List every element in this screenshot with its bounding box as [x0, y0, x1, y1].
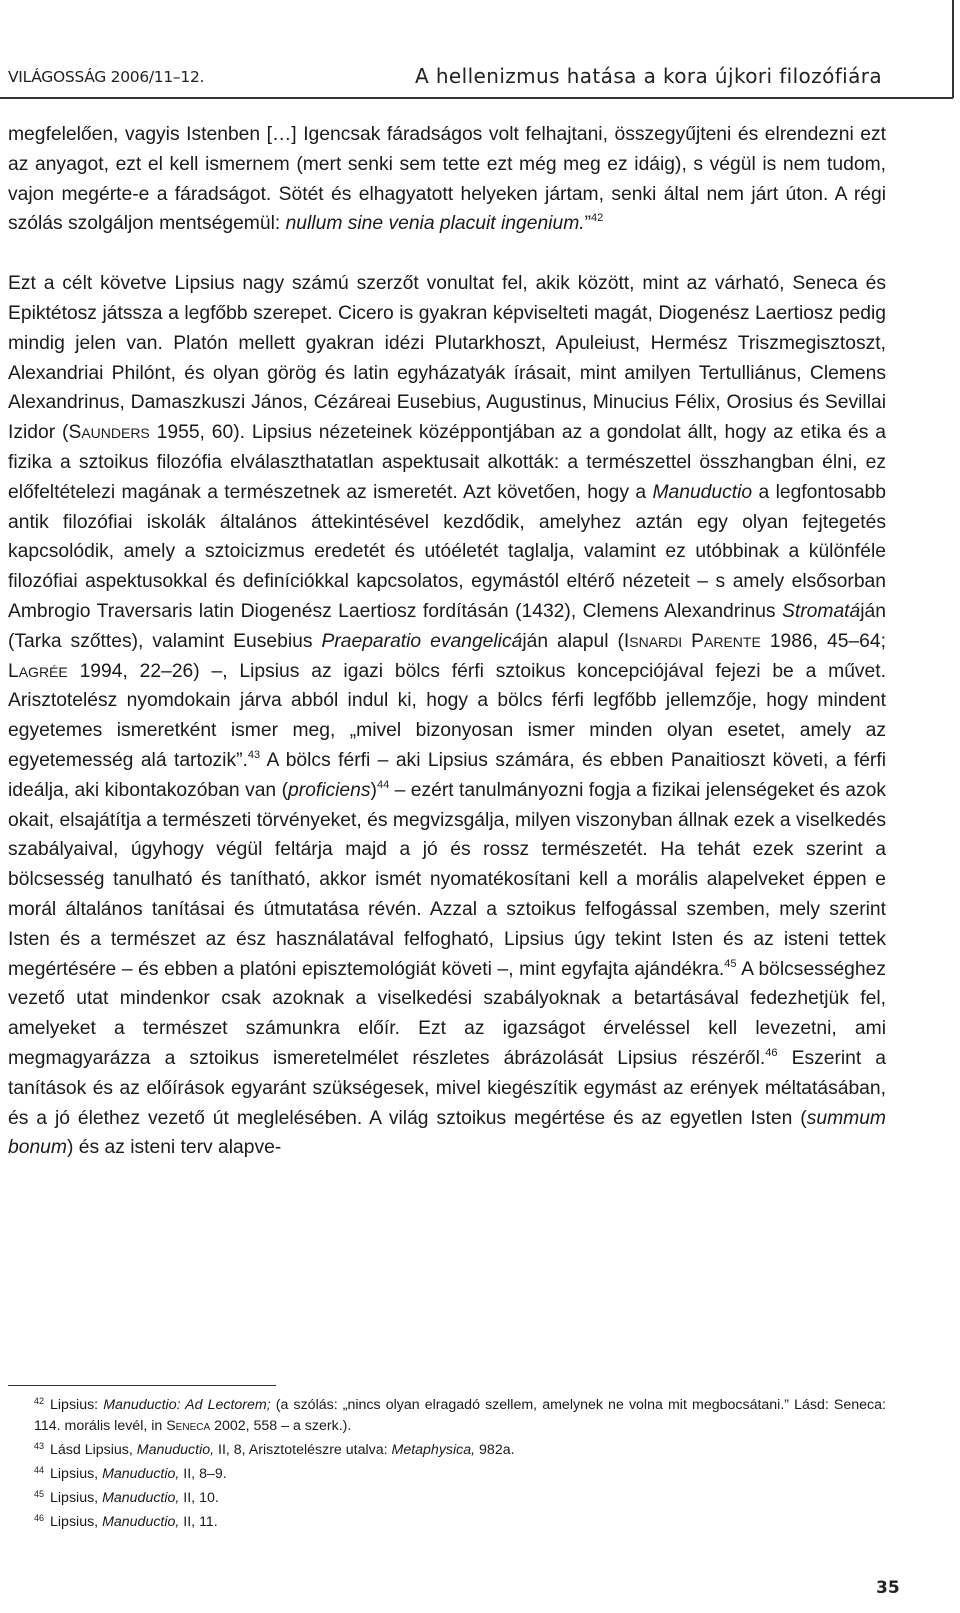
title-stromata: Stromatá [782, 600, 861, 622]
main-paragraph: Ezt a célt követve Lipsius nagy számú szerzőt vonultat fel, akik között, mint az várható, Seneca és Epiktétosz játssza a legfőbb szerepet. Cicero is gyakran képviselteti magát, Diogenész Laertiosz pedig mindig jelen van. Platón mellett gyakran idézi Plutarkhoszt, Apuleiust, Hermész Triszmegisztoszt, Alexandriai Philónt, és olyan görög és latin egyházatyák írásait, mint amilyen Tertulliánus, Clemens Alexandrinus, Damaszkuszi János, Cézáreai Eusebius, Augustinus, Minucius Félix, Orosius és Sevillai Izidor (Saunders 1955, 60). Lipsius nézeteinek középpontjában az a gondolat állt, hogy az etika és a fizika a sztoikus filozófia elválaszthatatlan aspektusait alkották: a természettel összhangban élni, ez előfeltételezi magának a természetnek az ismeretét. Azt követően, hogy a Manuductio a legfontosabb antik filozófiai iskolák általános áttekintésével kezdődik, amelyhez aztán egy olyan fejtegetés kapcsolódik, amely a sztoicizmus eredetét és utóéletét taglalja, valamint ez utóbbinak a különféle filozófiai aspektusokkal és definíciókkal kapcsolatos, egymástól eltérő nézeteit – s amely elsősorban Ambrogio Traversaris latin Diogenész Laertiosz fordításán (1432), Clemens Alexandrinus Stromatáján (Tarka szőttes), valamint Eusebius Praeparatio evangelicáján alapul (Isnardi Parente 1986, 45–64; Lagrée 1994, 22–26) –, Lipsius az igazi bölcs férfi sztoikus koncepciójával fejezi be a művet. Arisztotelész nyomdokain járva abból indul ki, hogy a bölcs férfi legfőbb jellemzője, hogy mindent egyetemes ismeretként ismer meg, „mivel bizonyosan ismer minden olyan esetet, amely az egyetemesség alá tartozik”.$^{43}$ A bölcs férfi – aki Lipsius számára, és ebben Panaitioszt követi, a férfi ideálja, aki kibontakozóban van (proficiens)$^{44}$ – ezért tanulmányozni fogja a fizikai jelenségeket és azok okait, elsajátítja a természeti törvényeket, és megvizsgálja, milyen viszonyban állnak ezek a viselkedés szabályaival, úgyhogy végül feltárja majd a jó és rossz természetét. Ha tehát ezek szerint a bölcsesség tanulható és tanítható, akkor ismét nyomatékosítani kell a morális alapelveket éppen e morál általános tanításai és útmutatása révén. Azzal a sztoikus felfogással szemben, mely szerint Isten és a természet az ész használatával felfogható, Lipsius úgy tekint Isten és az isteni tettek megértésére – és ebben a platóni episztemológiát követi –, mint egyfajta ajándékra.$^{45}$ A bölcsességhez vezető utat mindenkor csak azoknak a viselkedési szabályoknak a betartásával fedezhetjük fel, amelyeket a természet számunkra előír. Ezt az igazságot érveléssel kell levezetni, ami megmagyarázza a sztoikus ismeretelmélet részletes ábrázolását Lipsius részéről.$^{46}$ Eszerint a tanítások és az előírások egyaránt szükségesek, mivel kiegészítik egymást az erények méltatásában, és a jó élethez vezető út meglelésében. A világ sztoikus megértése és az egyetlen Isten (summum bonum) és az isteni terv alapve- [8, 273, 886, 1159]
footnote-ref-42: 42 [591, 212, 604, 225]
footnotes [34, 1395, 886, 1536]
term-summum-bonum: summum bonum [8, 1107, 886, 1159]
footnote-ref-46: 46 [765, 1046, 778, 1059]
footnote-ref-44: 44 [376, 778, 390, 791]
footnote-43: $^{43}$ Lásd Lipsius, Manuductio, II, 8, Arisztotelészre utalva: Metaphysica, 982a. [34, 1441, 515, 1458]
footnote-42: $^{42}$ Lipsius: Manuductio: Ad Lectorem; (a szólás: „nincs olyan elragadó szellem, amelynek ne volna mit megbocsátani.” Lásd: Seneca: 114. morális levél, in Seneca 2002, 558 – a szerk.). [34, 1396, 886, 1434]
footnote-46: $^{46}$ Lipsius, Manuductio, II, 11. [34, 1513, 218, 1530]
header-vertical-rule [952, 0, 954, 98]
header-horizontal-rule [0, 97, 953, 99]
footnote-ref-45: 45 [724, 957, 737, 970]
page-number: 35 [876, 1578, 900, 1598]
title-praeparatio: Praeparatio evangelicá [321, 630, 523, 652]
citation-lagree: Lagrée [8, 660, 68, 682]
latin-phrase: nullum sine venia placuit ingenium. [285, 213, 585, 235]
term-proficiens: proficiens [288, 779, 371, 801]
body-text [8, 120, 886, 1163]
footnote-separator [8, 1385, 276, 1386]
journal-reference: VILÁGOSSÁG 2006/11–12. [8, 68, 205, 86]
citation-isnardi-parente: Isnardi Parente [623, 630, 761, 652]
title-manuductio: Manuductio [652, 481, 753, 503]
citation-saunders: Saunders [68, 422, 150, 444]
article-title: A hellenizmus hatása a kora újkori filozófiára [415, 64, 883, 88]
footnote-44: $^{44}$ Lipsius, Manuductio, II, 8–9. [34, 1465, 227, 1482]
footnote-45: $^{45}$ Lipsius, Manuductio, II, 10. [34, 1489, 219, 1506]
footnote-ref-43: 43 [247, 748, 261, 761]
running-header [0, 0, 960, 98]
quotation-paragraph: megfelelően, vagyis Istenben […] Igencsak fáradságos volt felhajtani, összegyűjteni és elrendezni ezt az anyagot, ezt el kell ismernem (mert senki sem tette ezt még meg ez idáig), s végül is nem tudom, vajon megérte-e a fáradságot. Sötét és elhagyatott helyeken jártam, senki által nem járt úton. A régi szólás szolgáljon mentségemül: nullum sine venia placuit ingenium.”$^{42}$ [8, 124, 886, 235]
